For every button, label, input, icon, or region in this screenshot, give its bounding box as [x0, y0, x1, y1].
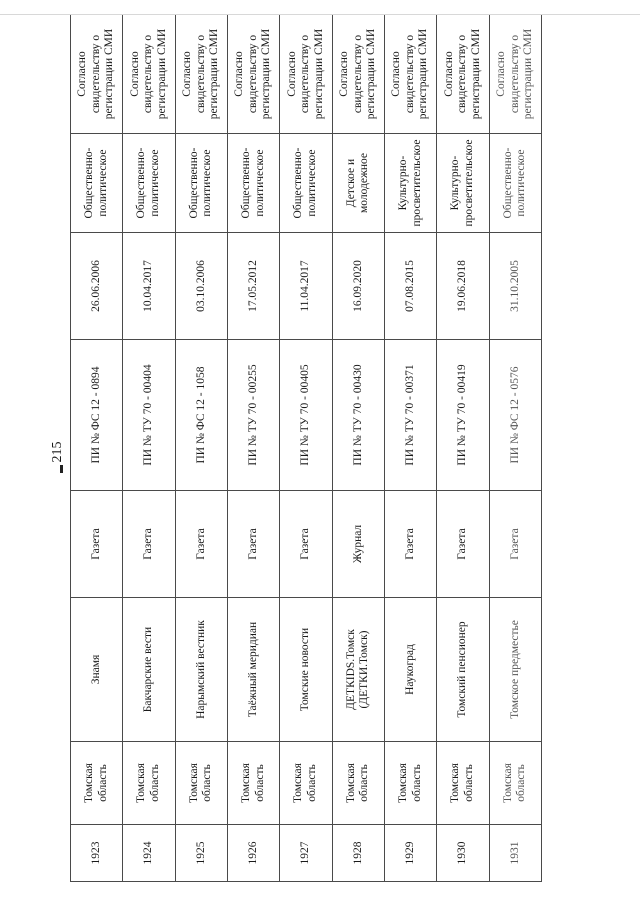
basis-cell: Согласно свидетельству о регистрации СМИ	[280, 15, 332, 134]
region-cell: Томская область	[175, 742, 227, 825]
publication-form-cell: Газета	[123, 491, 175, 598]
table-row	[123, 15, 175, 882]
publication-name-cell: Томское предместье	[489, 598, 541, 742]
region-cell: Томская область	[437, 742, 489, 825]
region-cell: Томская область	[384, 742, 436, 825]
publication-name-cell: Таёжный меридиан	[227, 598, 279, 742]
publication-form-cell: Журнал	[332, 491, 384, 598]
region-cell: Томская область	[227, 742, 279, 825]
row-number: 1923	[71, 825, 123, 882]
basis-cell: Согласно свидетельству о регистрации СМИ	[123, 15, 175, 134]
registration-date-cell: 31.10.2005	[489, 233, 541, 340]
row-number: 1927	[280, 825, 332, 882]
registration-date-cell: 17.05.2012	[227, 233, 279, 340]
basis-cell: Согласно свидетельству о регистрации СМИ	[227, 15, 279, 134]
row-number: 1925	[175, 825, 227, 882]
registry-table	[70, 15, 542, 882]
registry-table-area	[70, 15, 542, 882]
publication-form-cell: Газета	[437, 491, 489, 598]
row-number: 1930	[437, 825, 489, 882]
registry-table-rotated	[70, 15, 542, 882]
topic-cell: Общественно-политическое	[280, 134, 332, 233]
publication-form-cell: Газета	[227, 491, 279, 598]
registration-date-cell: 11.04.2017	[280, 233, 332, 340]
region-cell: Томская область	[123, 742, 175, 825]
publication-name-cell: Нарымский вестник	[175, 598, 227, 742]
publication-name-cell: Томский пенсионер	[437, 598, 489, 742]
region-cell: Томская область	[332, 742, 384, 825]
basis-cell: Согласно свидетельству о регистрации СМИ	[332, 15, 384, 134]
publication-name-cell: Знамя	[71, 598, 123, 742]
registration-date-cell: 16.09.2020	[332, 233, 384, 340]
basis-cell: Согласно свидетельству о регистрации СМИ	[175, 15, 227, 134]
publication-form-cell: Газета	[71, 491, 123, 598]
region-cell: Томская область	[489, 742, 541, 825]
basis-cell: Согласно свидетельству о регистрации СМИ	[437, 15, 489, 134]
table-row	[71, 15, 123, 882]
region-cell: Томская область	[280, 742, 332, 825]
publication-name-cell: ДЕТКIDS.Томск (ДЕТКИ.Томск)	[332, 598, 384, 742]
registration-number-cell: ПИ № ФС 12 - 0576	[489, 340, 541, 491]
publication-form-cell: Газета	[280, 491, 332, 598]
registration-number-cell: ПИ № ТУ 70 - 00419	[437, 340, 489, 491]
row-number: 1926	[227, 825, 279, 882]
row-number: 1928	[332, 825, 384, 882]
basis-cell: Согласно свидетельству о регистрации СМИ	[489, 15, 541, 134]
row-number: 1931	[489, 825, 541, 882]
table-row	[332, 15, 384, 882]
table-row	[384, 15, 436, 882]
publication-name-cell: Наукоград	[384, 598, 436, 742]
basis-cell: Согласно свидетельству о регистрации СМИ	[384, 15, 436, 134]
registration-number-cell: ПИ № ТУ 70 - 00371	[384, 340, 436, 491]
publication-form-cell: Газета	[489, 491, 541, 598]
publication-form-cell: Газета	[175, 491, 227, 598]
row-number: 1924	[123, 825, 175, 882]
topic-cell: Культурно-просветительское	[384, 134, 436, 233]
registration-number-cell: ПИ № ФС 12 - 1058	[175, 340, 227, 491]
topic-cell: Культурно-просветительское	[437, 134, 489, 233]
registry-table-body	[71, 15, 542, 882]
table-row	[280, 15, 332, 882]
registration-number-cell: ПИ № ТУ 70 - 00255	[227, 340, 279, 491]
basis-cell: Согласно свидетельству о регистрации СМИ	[71, 15, 123, 134]
page-number: 215	[50, 441, 65, 463]
registration-number-cell: ПИ № ФС 12 - 0894	[71, 340, 123, 491]
publication-form-cell: Газета	[384, 491, 436, 598]
registration-number-cell: ПИ № ТУ 70 - 00404	[123, 340, 175, 491]
topic-cell: Общественно-политическое	[175, 134, 227, 233]
topic-cell: Общественно-политическое	[227, 134, 279, 233]
registration-date-cell: 10.04.2017	[123, 233, 175, 340]
table-row	[489, 15, 541, 882]
table-row	[227, 15, 279, 882]
topic-cell: Общественно-политическое	[489, 134, 541, 233]
table-row	[437, 15, 489, 882]
table-row	[175, 15, 227, 882]
publication-name-cell: Бакчарские вести	[123, 598, 175, 742]
topic-cell: Общественно-политическое	[71, 134, 123, 233]
region-cell: Томская область	[71, 742, 123, 825]
registration-date-cell: 19.06.2018	[437, 233, 489, 340]
registration-date-cell: 26.06.2006	[71, 233, 123, 340]
topic-cell: Детское и молодежное	[332, 134, 384, 233]
row-number: 1929	[384, 825, 436, 882]
registration-date-cell: 03.10.2006	[175, 233, 227, 340]
page-margin-mark	[60, 465, 63, 473]
registration-number-cell: ПИ № ТУ 70 - 00430	[332, 340, 384, 491]
registration-number-cell: ПИ № ТУ 70 - 00405	[280, 340, 332, 491]
registration-date-cell: 07.08.2015	[384, 233, 436, 340]
topic-cell: Общественно-политическое	[123, 134, 175, 233]
publication-name-cell: Томские новости	[280, 598, 332, 742]
